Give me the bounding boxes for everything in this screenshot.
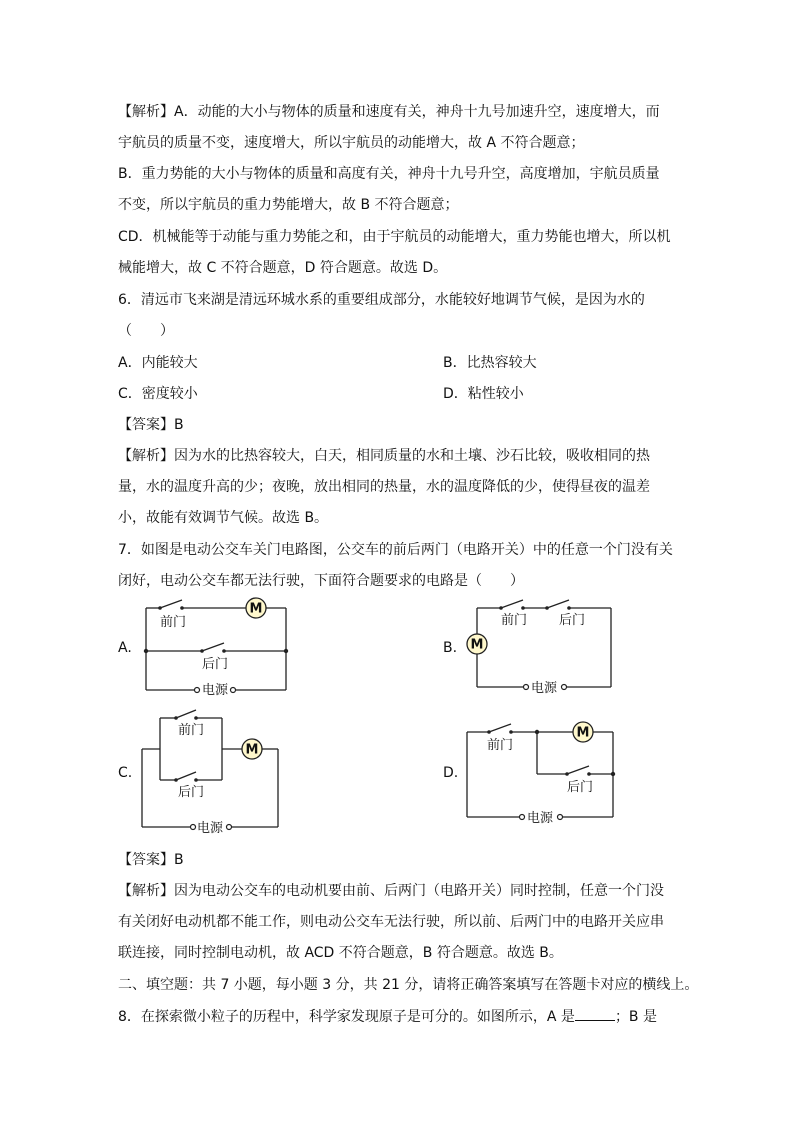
q8-text-before-blank: 8．在探索微小粒子的历程中，科学家发现原子是可分的。如图所示，A 是	[118, 1009, 575, 1025]
circuit-a-label: A.	[118, 640, 132, 656]
question-7-stem-line1: 7．如图是电动公交车关门电路图，公交车的前后两门（电路开关）中的任意一个门没有关	[118, 542, 673, 558]
analysis-q5-line6: 械能增大，故 C 不符合题意，D 符合题意。故选 D。	[118, 260, 448, 276]
circuit-d-label: D.	[443, 765, 459, 781]
circuit-a-back-door: 后门	[202, 657, 229, 672]
analysis-q5-line2: 宇航员的质量不变，速度增大，所以宇航员的动能增大，故 A 不符合题意；	[118, 135, 585, 151]
q7-analysis-line1: 【解析】因为电动公交车的电动机要由前、后两门（电路开关）同时控制，任意一个门没	[118, 883, 664, 899]
motor-c-label: M	[245, 742, 259, 758]
q6-answer: 【答案】B	[118, 417, 184, 433]
q6-analysis-line3: 小，故能有效调节气候。故选 B。	[118, 510, 329, 526]
q6-option-d: D．粘性较小	[443, 386, 524, 402]
motor-b-label: M	[470, 637, 484, 653]
q6-option-c: C．密度较小	[118, 386, 198, 402]
analysis-q5-line5: CD．机械能等于动能与重力势能之和，由于宇航员的动能增大，重力势能也增大，所以机	[118, 229, 671, 245]
section-2-heading: 二、填空题：共 7 小题，每小题 3 分，共 21 分，请将正确答案填写在答题卡对应的横线上。	[118, 977, 699, 993]
question-6-parens: （ ）	[118, 323, 174, 339]
q6-analysis-line2: 量，水的温度升高的少；夜晚，放出相同的热量，水的温度降低的少，使得昼夜的温差	[118, 479, 650, 495]
circuit-b-label: B.	[443, 640, 458, 656]
circuit-b-front-door: 前门	[501, 613, 528, 628]
analysis-q5-line3: B．重力势能的大小与物体的质量和高度有关，神舟十九号升空，高度增加，宇航员质量	[118, 166, 660, 182]
circuit-d-front-door: 前门	[487, 738, 514, 753]
circuit-b-diagram	[463, 596, 623, 696]
q8-blank-a[interactable]	[575, 1006, 615, 1021]
circuit-d-diagram	[463, 716, 623, 826]
circuit-c-diagram	[138, 706, 298, 836]
q7-answer: 【答案】B	[118, 852, 184, 868]
q8-text-after-blank: ；B 是	[614, 1009, 657, 1025]
circuit-a-diagram	[138, 596, 298, 696]
circuit-b-power: 电源	[531, 681, 558, 696]
question-7-stem-line2: 闭好，电动公交车都无法行驶，下面符合题要求的电路是（ ）	[118, 573, 524, 589]
q6-option-b: B．比热容较大	[443, 355, 537, 371]
circuit-c-label: C.	[118, 765, 133, 781]
motor-a-label: M	[249, 601, 263, 617]
q6-option-a: A．内能较大	[118, 355, 198, 371]
motor-d-label: M	[576, 725, 590, 741]
analysis-q5-line1: 【解析】A．动能的大小与物体的质量和速度有关，神舟十九号加速升空，速度增大，而	[118, 104, 660, 120]
question-8-stem	[118, 1006, 657, 1027]
circuit-d-power: 电源	[527, 811, 554, 826]
q7-analysis-line3: 联连接，同时控制电动机，故 ACD 不符合题意，B 符合题意。故选 B。	[118, 945, 563, 961]
q7-analysis-line2: 有关闭好电动机都不能工作，则电动公交车无法行驶，所以前、后两门中的电路开关应串	[118, 914, 664, 930]
circuit-b-back-door: 后门	[559, 613, 586, 628]
circuit-a-power: 电源	[202, 683, 229, 698]
circuit-c-power: 电源	[197, 821, 224, 836]
question-6-stem: 6．清远市飞来湖是清远环城水系的重要组成部分，水能较好地调节气候，是因为水的	[118, 292, 645, 308]
circuit-c-back-door: 后门	[178, 785, 205, 800]
q6-analysis-line1: 【解析】因为水的比热容较大，白天，相同质量的水和土壤、沙石比较，吸收相同的热	[118, 448, 650, 464]
circuit-d-back-door: 后门	[567, 780, 594, 795]
circuit-a-front-door: 前门	[160, 615, 187, 630]
analysis-q5-line4: 不变，所以宇航员的重力势能增大，故 B 不符合题意；	[118, 197, 459, 213]
circuit-c-front-door: 前门	[178, 723, 205, 738]
